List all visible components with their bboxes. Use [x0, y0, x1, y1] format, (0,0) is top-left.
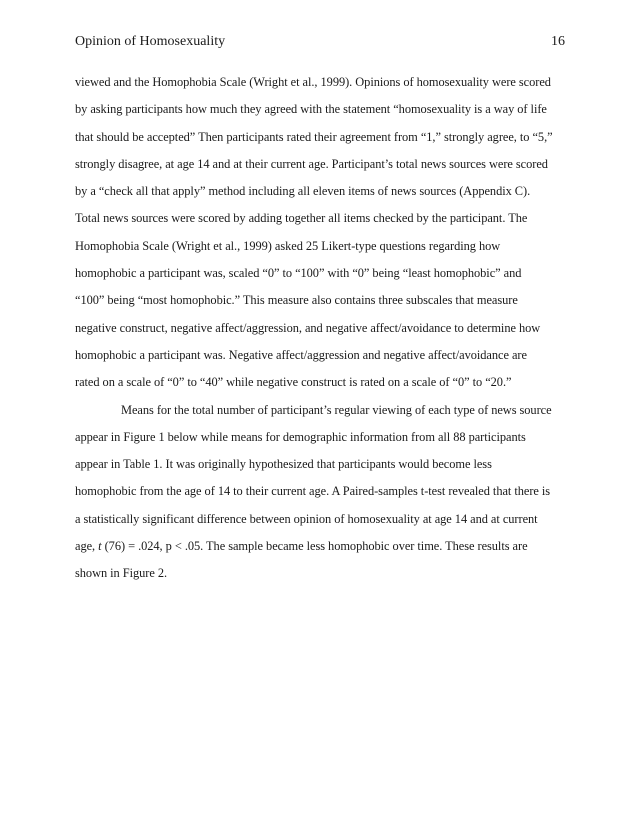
text-line: by asking participants how much they agreed with the statement “homosexuality is a way of life — [75, 102, 547, 117]
text-line: homophobic a participant was, scaled “0” to “100” with “0” being “least homophobic” and — [75, 266, 522, 281]
text-line: Homophobia Scale (Wright et al., 1999) asked 25 Likert-type questions regarding how — [75, 238, 501, 253]
text-line: homophobic from the age of 14 to their current age. A Paired-samples t-test revealed that there is — [75, 484, 551, 499]
running-head: Opinion of Homosexuality — [75, 34, 226, 49]
text-line: homophobic a participant was. Negative affect/aggression and negative affect/avoidance are — [75, 347, 527, 362]
text-line: shown in Figure 2. — [75, 566, 168, 581]
text-line: a statistically significant difference between opinion of homosexuality at age 14 and at current — [75, 511, 538, 526]
text-line: strongly disagree, at age 14 and at their current age. Participant’s total news sources were scored — [75, 156, 548, 171]
page-number: 16 — [551, 34, 565, 49]
text-line: appear in Figure 1 below while means for demographic information from all 88 participants — [75, 429, 526, 444]
text-line: by a “check all that apply” method including all eleven items of news sources (Appendix C). — [75, 184, 531, 199]
t-statistic-symbol: t — [98, 539, 102, 554]
text-line: negative construct, negative affect/aggression, and negative affect/avoidance to determine how — [75, 320, 541, 335]
body-text — [75, 72, 575, 591]
text-line: that should be accepted” Then participants rated their agreement from “1,” strongly agree, to “5,” — [75, 129, 553, 144]
text-line: viewed and the Homophobia Scale (Wright et al., 1999). Opinions of homosexuality were scored — [75, 75, 551, 89]
stat-line — [75, 536, 575, 563]
text-line: rated on a scale of “0” to “40” while negative construct is rated on a scale of “0” to “20.” — [75, 375, 512, 390]
paragraph-first-line: Means for the total number of participant’s regular viewing of each type of news source — [121, 402, 552, 417]
stat-prefix: age, — [75, 539, 99, 554]
text-line: “100” being “most homophobic.” This measure also contains three subscales that measure — [75, 293, 518, 308]
stat-suffix: (76) = .024, p < .05. The sample became less homophobic over time. These results are — [101, 539, 528, 554]
text-line: appear in Table 1. It was originally hypothesized that participants would become less — [75, 457, 492, 472]
text-line: Total news sources were scored by adding together all items checked by the participant. The — [75, 211, 528, 226]
